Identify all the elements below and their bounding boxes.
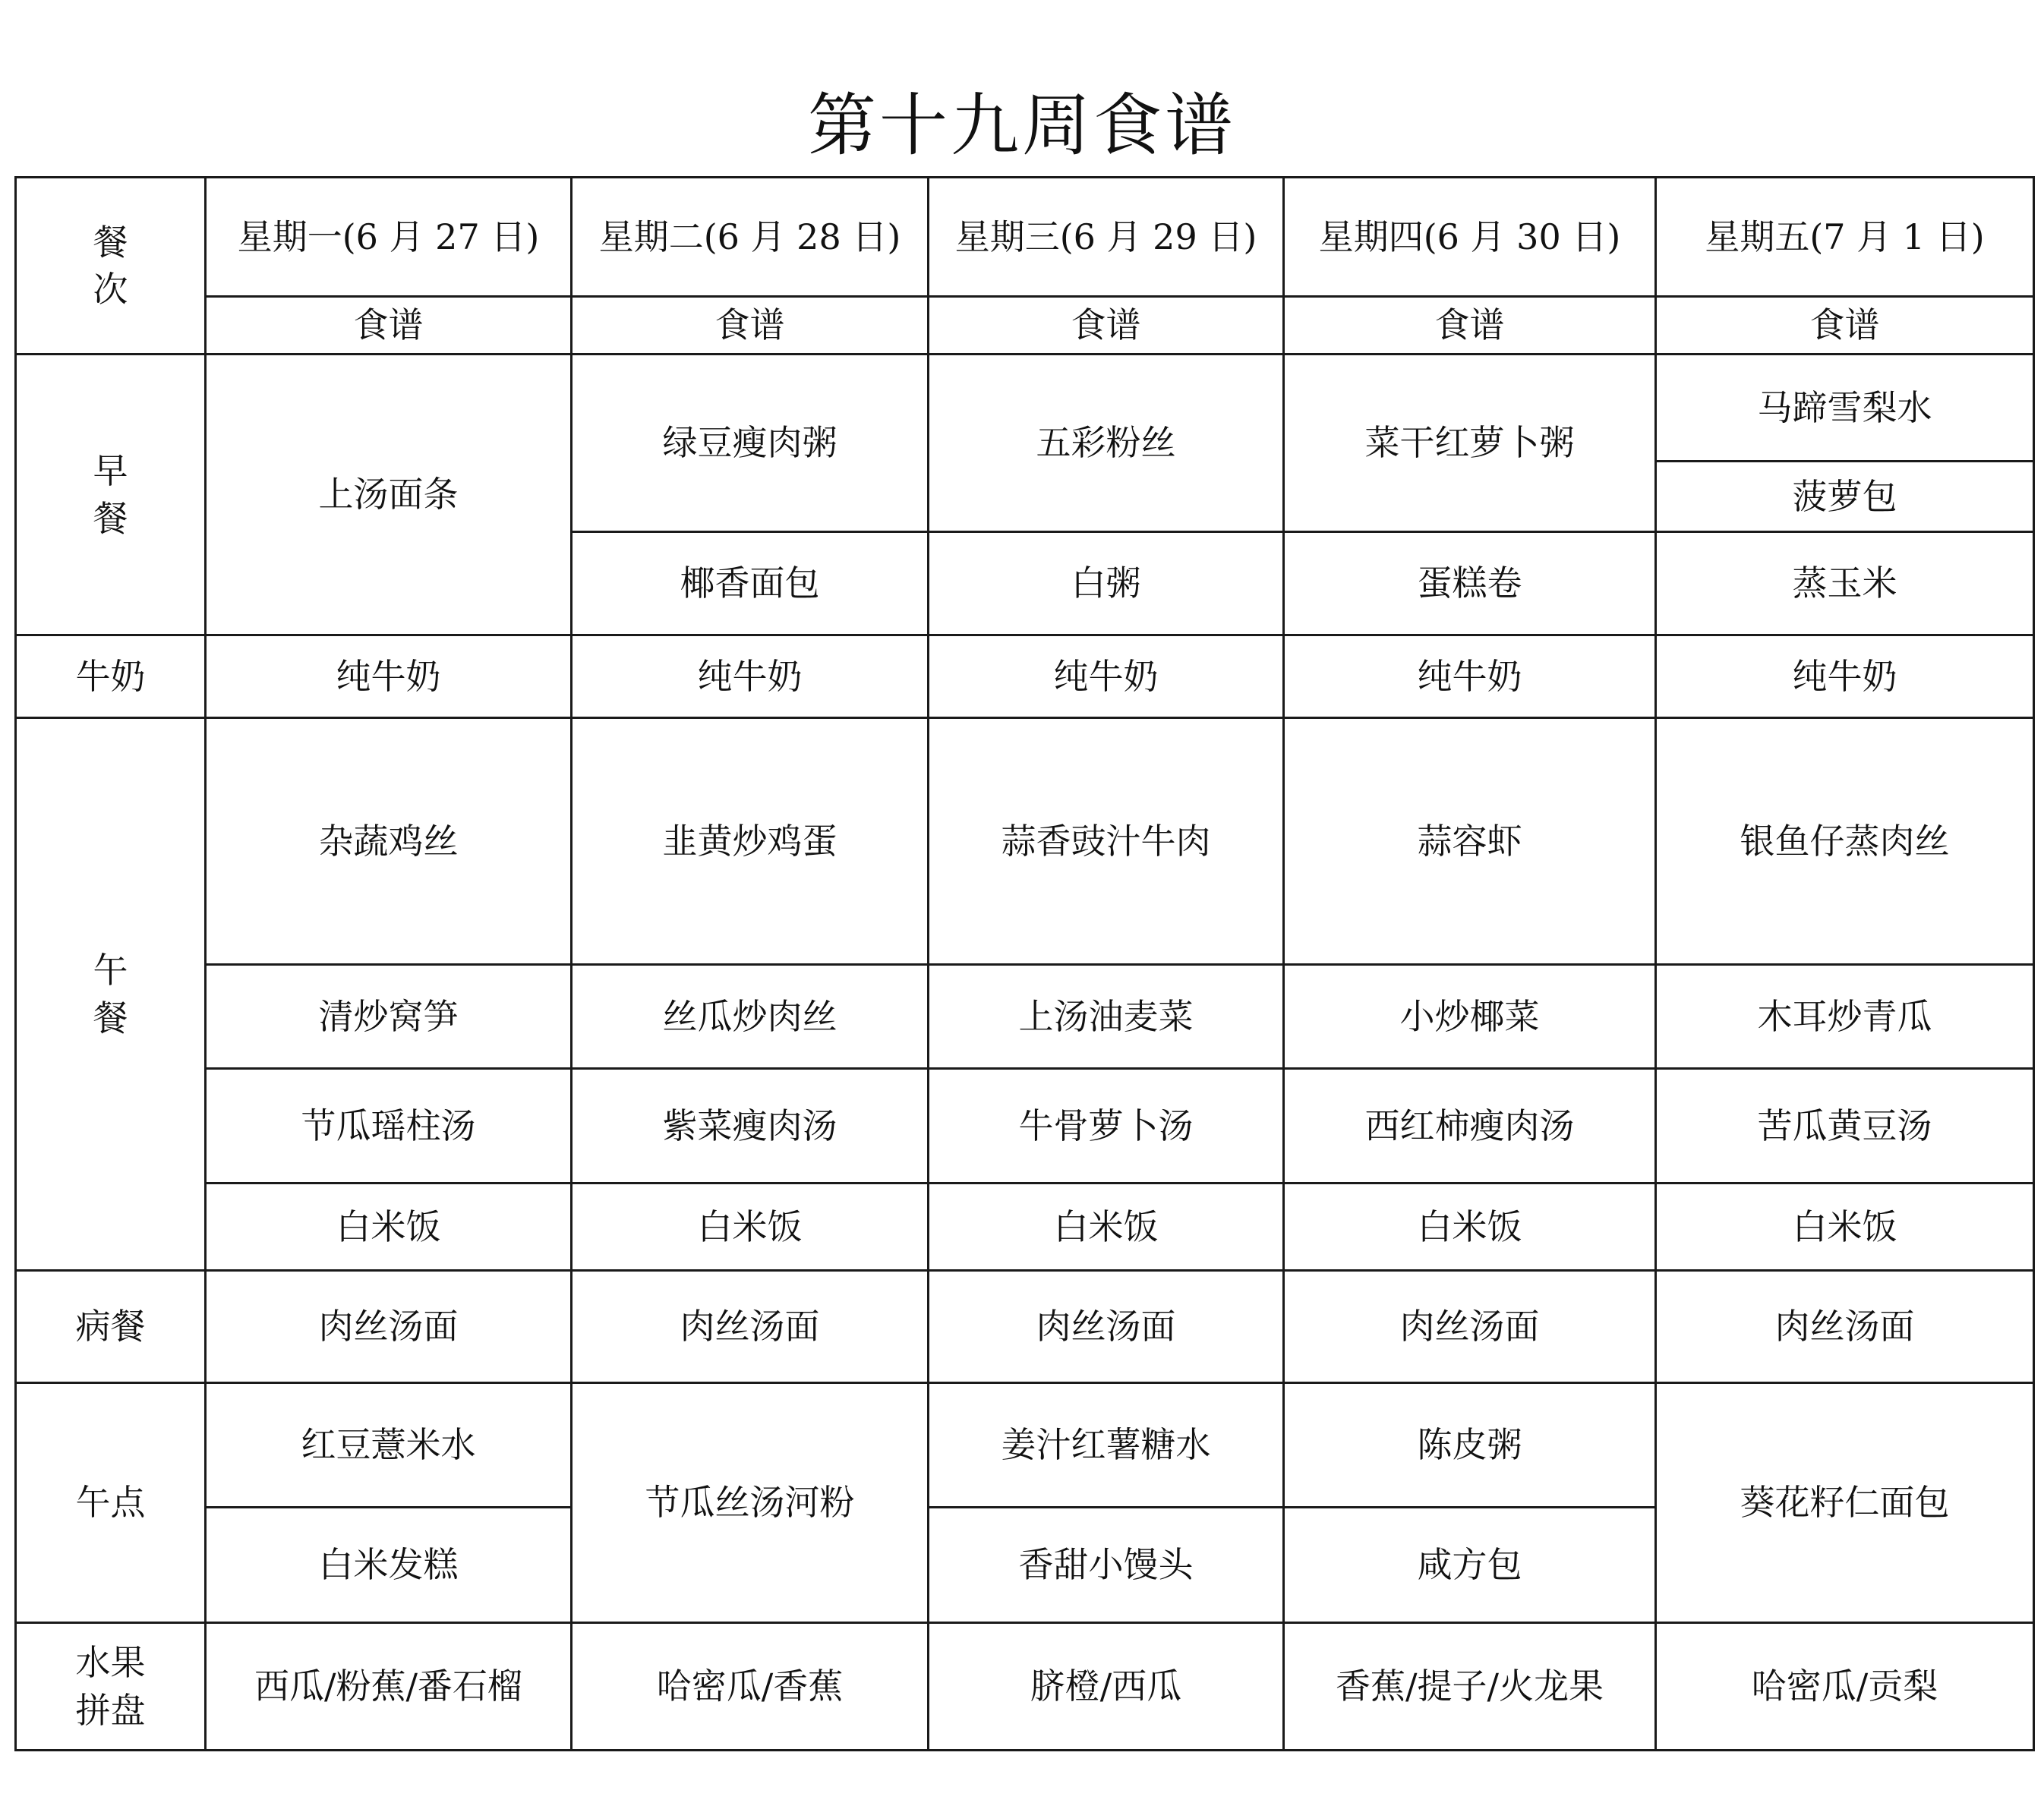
sick-meal-row: [16, 1271, 2034, 1383]
recipe-label-fri: 食谱: [1656, 297, 2034, 355]
breakfast-fri-1: 马蹄雪梨水: [1656, 355, 2034, 462]
milk-wed: 纯牛奶: [929, 635, 1284, 718]
breakfast-thu-1: 菜干红萝卜粥: [1284, 355, 1656, 532]
lunch-main-thu: 蒜容虾: [1284, 718, 1656, 965]
breakfast-thu-2: 蛋糕卷: [1284, 532, 1656, 635]
recipe-label-mon: 食谱: [206, 297, 572, 355]
fruit-label-line-1: 水果: [75, 1642, 146, 1684]
breakfast-wed-1: 五彩粉丝: [929, 355, 1284, 532]
snack-thu-2: 咸方包: [1284, 1508, 1656, 1623]
lunch-veg-fri: 木耳炒青瓜: [1656, 965, 2034, 1069]
snack-wed-1: 姜汁红薯糖水: [929, 1383, 1284, 1508]
sick-meal-label: 病餐: [16, 1271, 206, 1383]
breakfast-label-line-2: 餐: [93, 497, 128, 539]
meal-header-line-2: 次: [93, 269, 128, 310]
snack-fri: 葵花籽仁面包: [1656, 1383, 2034, 1623]
lunch-label: [16, 718, 206, 1271]
lunch-main-mon: 杂蔬鸡丝: [206, 718, 572, 965]
fruit-tue: 哈密瓜/香蕉: [572, 1623, 929, 1751]
lunch-soup-wed: 牛骨萝卜汤: [929, 1069, 1284, 1184]
snack-mon-2: 白米发糕: [206, 1508, 572, 1623]
snack-tue: 节瓜丝汤河粉: [572, 1383, 929, 1623]
recipe-label-tue: 食谱: [572, 297, 929, 355]
snack-wed-2: 香甜小馒头: [929, 1508, 1284, 1623]
lunch-label-line-2: 餐: [93, 997, 128, 1039]
lunch-main-fri: 银鱼仔蒸肉丝: [1656, 718, 2034, 965]
weekly-menu-table: [14, 176, 2035, 1751]
milk-mon: 纯牛奶: [206, 635, 572, 718]
day-header-wed: 星期三(6 月 29 日): [929, 178, 1284, 297]
lunch-row-3: [16, 1069, 2034, 1184]
milk-thu: 纯牛奶: [1284, 635, 1656, 718]
breakfast-label: [16, 355, 206, 635]
meal-header-line-1: 餐: [93, 221, 128, 263]
fruit-thu: 香蕉/提子/火龙果: [1284, 1623, 1656, 1751]
sick-meal-fri: 肉丝汤面: [1656, 1271, 2034, 1383]
snack-label: 午点: [16, 1383, 206, 1623]
milk-row: [16, 635, 2034, 718]
fruit-fri: 哈密瓜/贡梨: [1656, 1623, 2034, 1751]
snack-mon-1: 红豆薏米水: [206, 1383, 572, 1508]
milk-fri: 纯牛奶: [1656, 635, 2034, 718]
sick-meal-thu: 肉丝汤面: [1284, 1271, 1656, 1383]
lunch-label-line-1: 午: [93, 950, 128, 991]
breakfast-fri-3: 蒸玉米: [1656, 532, 2034, 635]
lunch-soup-tue: 紫菜瘦肉汤: [572, 1069, 929, 1184]
fruit-mon: 西瓜/粉蕉/番石榴: [206, 1623, 572, 1751]
lunch-row-2: [16, 965, 2034, 1069]
lunch-main-tue: 韭黄炒鸡蛋: [572, 718, 929, 965]
sick-meal-mon: 肉丝汤面: [206, 1271, 572, 1383]
sick-meal-tue: 肉丝汤面: [572, 1271, 929, 1383]
breakfast-row-1: [16, 355, 2034, 462]
breakfast-label-line-1: 早: [93, 450, 128, 492]
meal-column-header: [16, 178, 206, 355]
lunch-rice-wed: 白米饭: [929, 1184, 1284, 1271]
milk-tue: 纯牛奶: [572, 635, 929, 718]
lunch-soup-fri: 苦瓜黄豆汤: [1656, 1069, 2034, 1184]
lunch-rice-thu: 白米饭: [1284, 1184, 1656, 1271]
header-days-row: [16, 178, 2034, 297]
lunch-rice-fri: 白米饭: [1656, 1184, 2034, 1271]
fruit-row: [16, 1623, 2034, 1751]
lunch-soup-mon: 节瓜瑶柱汤: [206, 1069, 572, 1184]
day-header-thu: 星期四(6 月 30 日): [1284, 178, 1656, 297]
recipe-label-thu: 食谱: [1284, 297, 1656, 355]
day-header-tue: 星期二(6 月 28 日): [572, 178, 929, 297]
lunch-rice-tue: 白米饭: [572, 1184, 929, 1271]
fruit-label: [16, 1623, 206, 1751]
breakfast-mon: 上汤面条: [206, 355, 572, 635]
lunch-rice-mon: 白米饭: [206, 1184, 572, 1271]
snack-thu-1: 陈皮粥: [1284, 1383, 1656, 1508]
breakfast-fri-2: 菠萝包: [1656, 462, 2034, 532]
fruit-label-line-2: 拼盘: [75, 1689, 146, 1731]
lunch-row-4: [16, 1184, 2034, 1271]
breakfast-tue-1: 绿豆瘦肉粥: [572, 355, 929, 532]
lunch-soup-thu: 西红柿瘦肉汤: [1284, 1069, 1656, 1184]
day-header-fri: 星期五(7 月 1 日): [1656, 178, 2034, 297]
breakfast-wed-2: 白粥: [929, 532, 1284, 635]
header-recipe-row: [16, 297, 2034, 355]
lunch-veg-thu: 小炒椰菜: [1284, 965, 1656, 1069]
snack-row-1: [16, 1383, 2034, 1508]
milk-label: 牛奶: [16, 635, 206, 718]
lunch-main-wed: 蒜香豉汁牛肉: [929, 718, 1284, 965]
breakfast-tue-2: 椰香面包: [572, 532, 929, 635]
lunch-veg-mon: 清炒窝笋: [206, 965, 572, 1069]
fruit-wed: 脐橙/西瓜: [929, 1623, 1284, 1751]
lunch-row-1: [16, 718, 2034, 965]
lunch-veg-wed: 上汤油麦菜: [929, 965, 1284, 1069]
day-header-mon: 星期一(6 月 27 日): [206, 178, 572, 297]
recipe-label-wed: 食谱: [929, 297, 1284, 355]
sick-meal-wed: 肉丝汤面: [929, 1271, 1284, 1383]
lunch-veg-tue: 丝瓜炒肉丝: [572, 965, 929, 1069]
page-title: 第十九周食谱: [808, 86, 1236, 165]
